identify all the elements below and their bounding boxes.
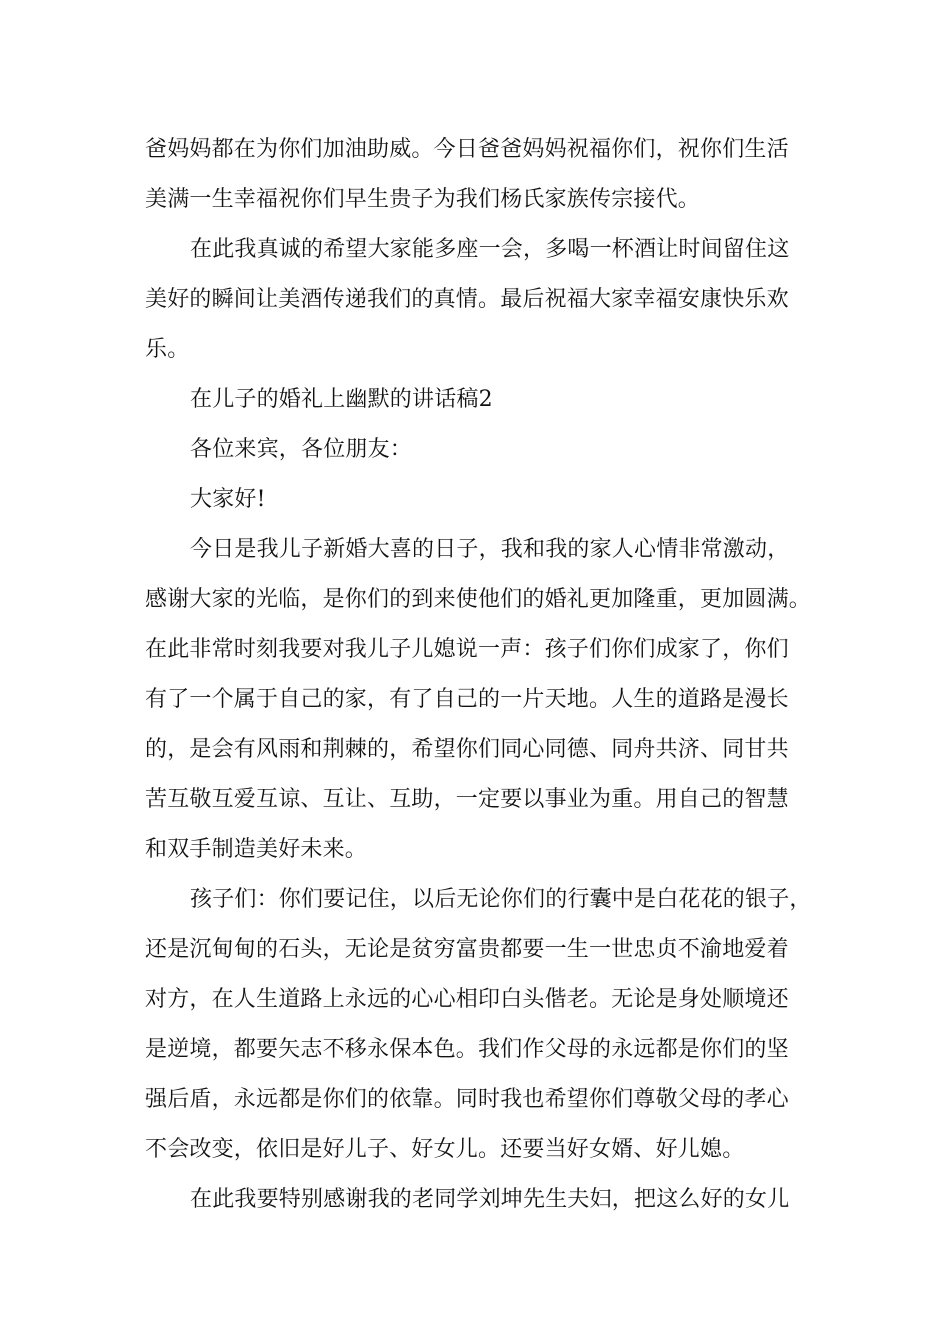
paragraph-start: 今日是我儿子新婚大喜的日子，我和我的家人心情非常激动，	[190, 537, 790, 562]
text-line: 感谢大家的光临，是你们的到来使他们的婚礼更加隆重，更加圆满。	[145, 587, 812, 612]
paragraph-start: 孩子们：你们要记住，以后无论你们的行囊中是白花花的银子，	[190, 887, 812, 912]
text-line: 乐。	[145, 337, 190, 362]
text-line: 不会改变，依旧是好儿子、好女儿。还要当好女婿、好儿媳。	[145, 1137, 745, 1162]
text-line: 还是沉甸甸的石头，无论是贫穷富贵都要一生一世忠贞不渝地爱着	[145, 937, 789, 962]
paragraph-start: 在此我要特别感谢我的老同学刘坤先生夫妇，把这么好的女儿	[190, 1187, 790, 1212]
text-line: 对方，在人生道路上永远的心心相印白头偕老。无论是身处顺境还	[145, 987, 789, 1012]
text-line: 是逆境，都要矢志不移永保本色。我们作父母的永远都是你们的坚	[145, 1037, 789, 1062]
section-heading: 在儿子的婚礼上幽默的讲话稿2	[190, 387, 493, 412]
salutation: 各位来宾，各位朋友：	[190, 437, 413, 462]
text-line: 在此非常时刻我要对我儿子儿媳说一声：孩子们你们成家了，你们	[145, 637, 789, 662]
text-line: 强后盾，永远都是你们的依靠。同时我也希望你们尊敬父母的孝心	[145, 1087, 789, 1112]
greeting: 大家好!	[190, 487, 266, 512]
text-line: 爸妈妈都在为你们加油助威。今日爸爸妈妈祝福你们，祝你们生活	[145, 137, 789, 162]
text-line: 有了一个属于自己的家，有了自己的一片天地。人生的道路是漫长	[145, 687, 789, 712]
text-line: 的，是会有风雨和荆棘的，希望你们同心同德、同舟共济、同甘共	[145, 737, 789, 762]
text-line: 美好的瞬间让美酒传递我们的真情。最后祝福大家幸福安康快乐欢	[145, 287, 789, 312]
text-line: 苦互敬互爱互谅、互让、互助，一定要以事业为重。用自己的智慧	[145, 787, 789, 812]
paragraph-start: 在此我真诚的希望大家能多座一会，多喝一杯酒让时间留住这	[190, 237, 790, 262]
text-line: 美满一生幸福祝你们早生贵子为我们杨氏家族传宗接代。	[145, 187, 701, 212]
text-line: 和双手制造美好未来。	[145, 837, 368, 862]
